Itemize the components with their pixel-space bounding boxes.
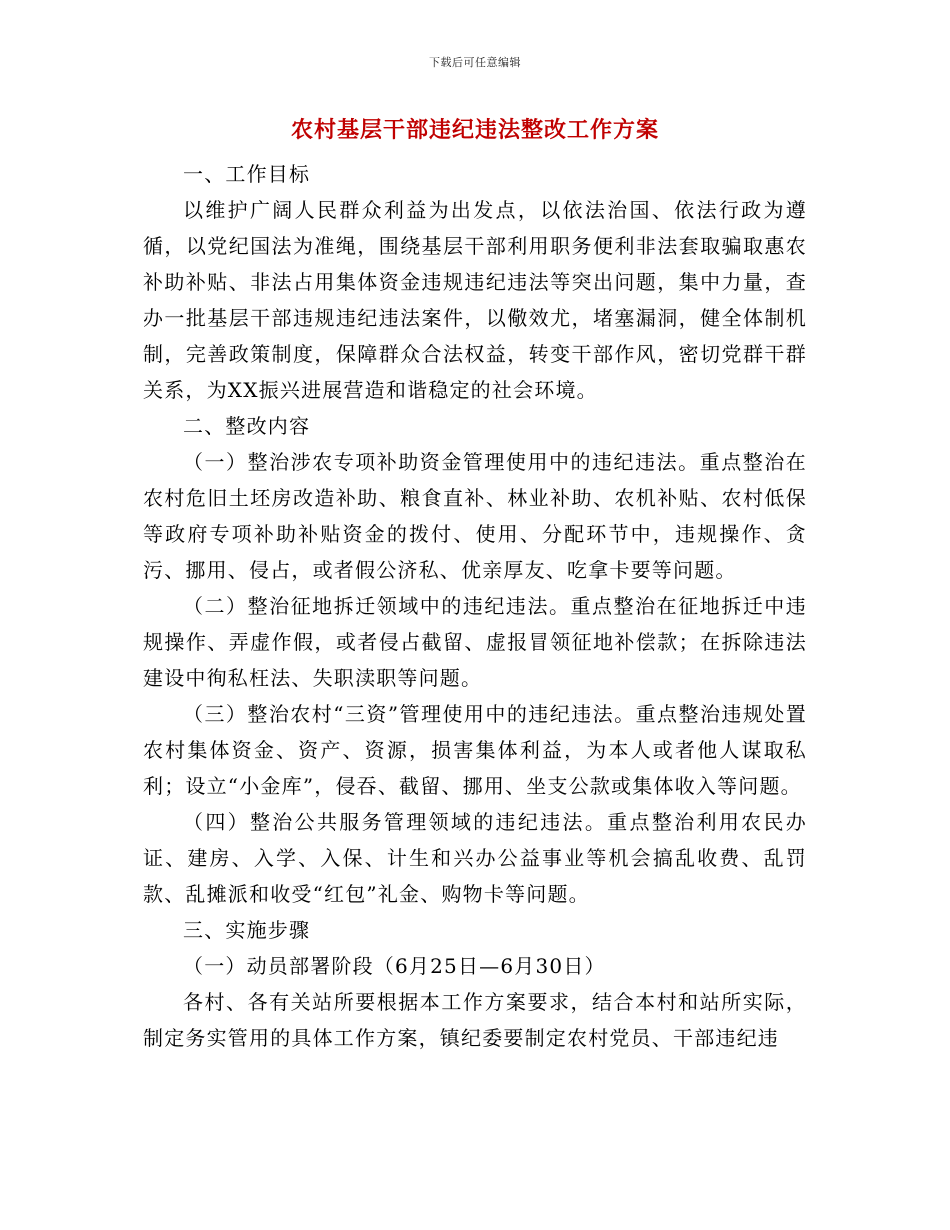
section-heading-steps: 三、实施步骤: [183, 918, 311, 942]
paragraph-item-3: （三）整治农村“三资”管理使用中的违纪违法。重点整治违规处置农村集体资金、资产、资源，损害集体利益，为本人或者他人谋取私利；设立“小金库”，侵吞、截留、挪用、坐支公款或集体收入等问题。: [143, 702, 807, 798]
section-heading-goals: 一、工作目标: [183, 162, 311, 186]
header-note: 下载后可任意编辑: [429, 56, 521, 69]
paragraph-mobilization: 各村、各有关站所要根据本工作方案要求，结合本村和站所实际，制定务实管用的具体工作方案，镇纪委要制定农村党员、干部违纪违: [143, 990, 807, 1050]
document-body: [143, 156, 807, 1056]
paragraph-item-4: （四）整治公共服务管理领域的违纪违法。重点整治利用农民办证、建房、入学、入保、计生和兴办公益事业等机会搞乱收费、乱罚款、乱摊派和收受“红包”礼金、购物卡等问题。: [143, 810, 807, 906]
document-title: 农村基层干部违纪违法整改工作方案: [290, 117, 659, 143]
section-heading-content: 二、整改内容: [183, 414, 311, 438]
paragraph-goals: 以维护广阔人民群众利益为出发点，以依法治国、依法行政为遵循，以党纪国法为准绳，围绕基层干部利用职务便利非法套取骗取惠农补助补贴、非法占用集体资金违规违纪违法等突出问题，集中力量，查办一批基层干部违规违纪违法案件，以儆效尤，堵塞漏洞，健全体制机制，完善政策制度，保障群众合法权益，转变干部作风，密切党群干群关系，为XX振兴进展营造和谐稳定的社会环境。: [143, 198, 807, 402]
subheading-mobilization: （一）动员部署阶段（6月25日—6月30日）: [183, 954, 606, 978]
paragraph-item-2: （二）整治征地拆迁领域中的违纪违法。重点整治在征地拆迁中违规操作、弄虚作假，或者侵占截留、虚报冒领征地补偿款；在拆除违法建设中徇私枉法、失职渎职等问题。: [143, 594, 807, 690]
paragraph-item-1: （一）整治涉农专项补助资金管理使用中的违纪违法。重点整治在农村危旧土坯房改造补助、粮食直补、林业补助、农机补贴、农村低保等政府专项补助补贴资金的拨付、使用、分配环节中，违规操作、贪污、挪用、侵占，或者假公济私、优亲厚友、吃拿卡要等问题。: [143, 450, 807, 582]
